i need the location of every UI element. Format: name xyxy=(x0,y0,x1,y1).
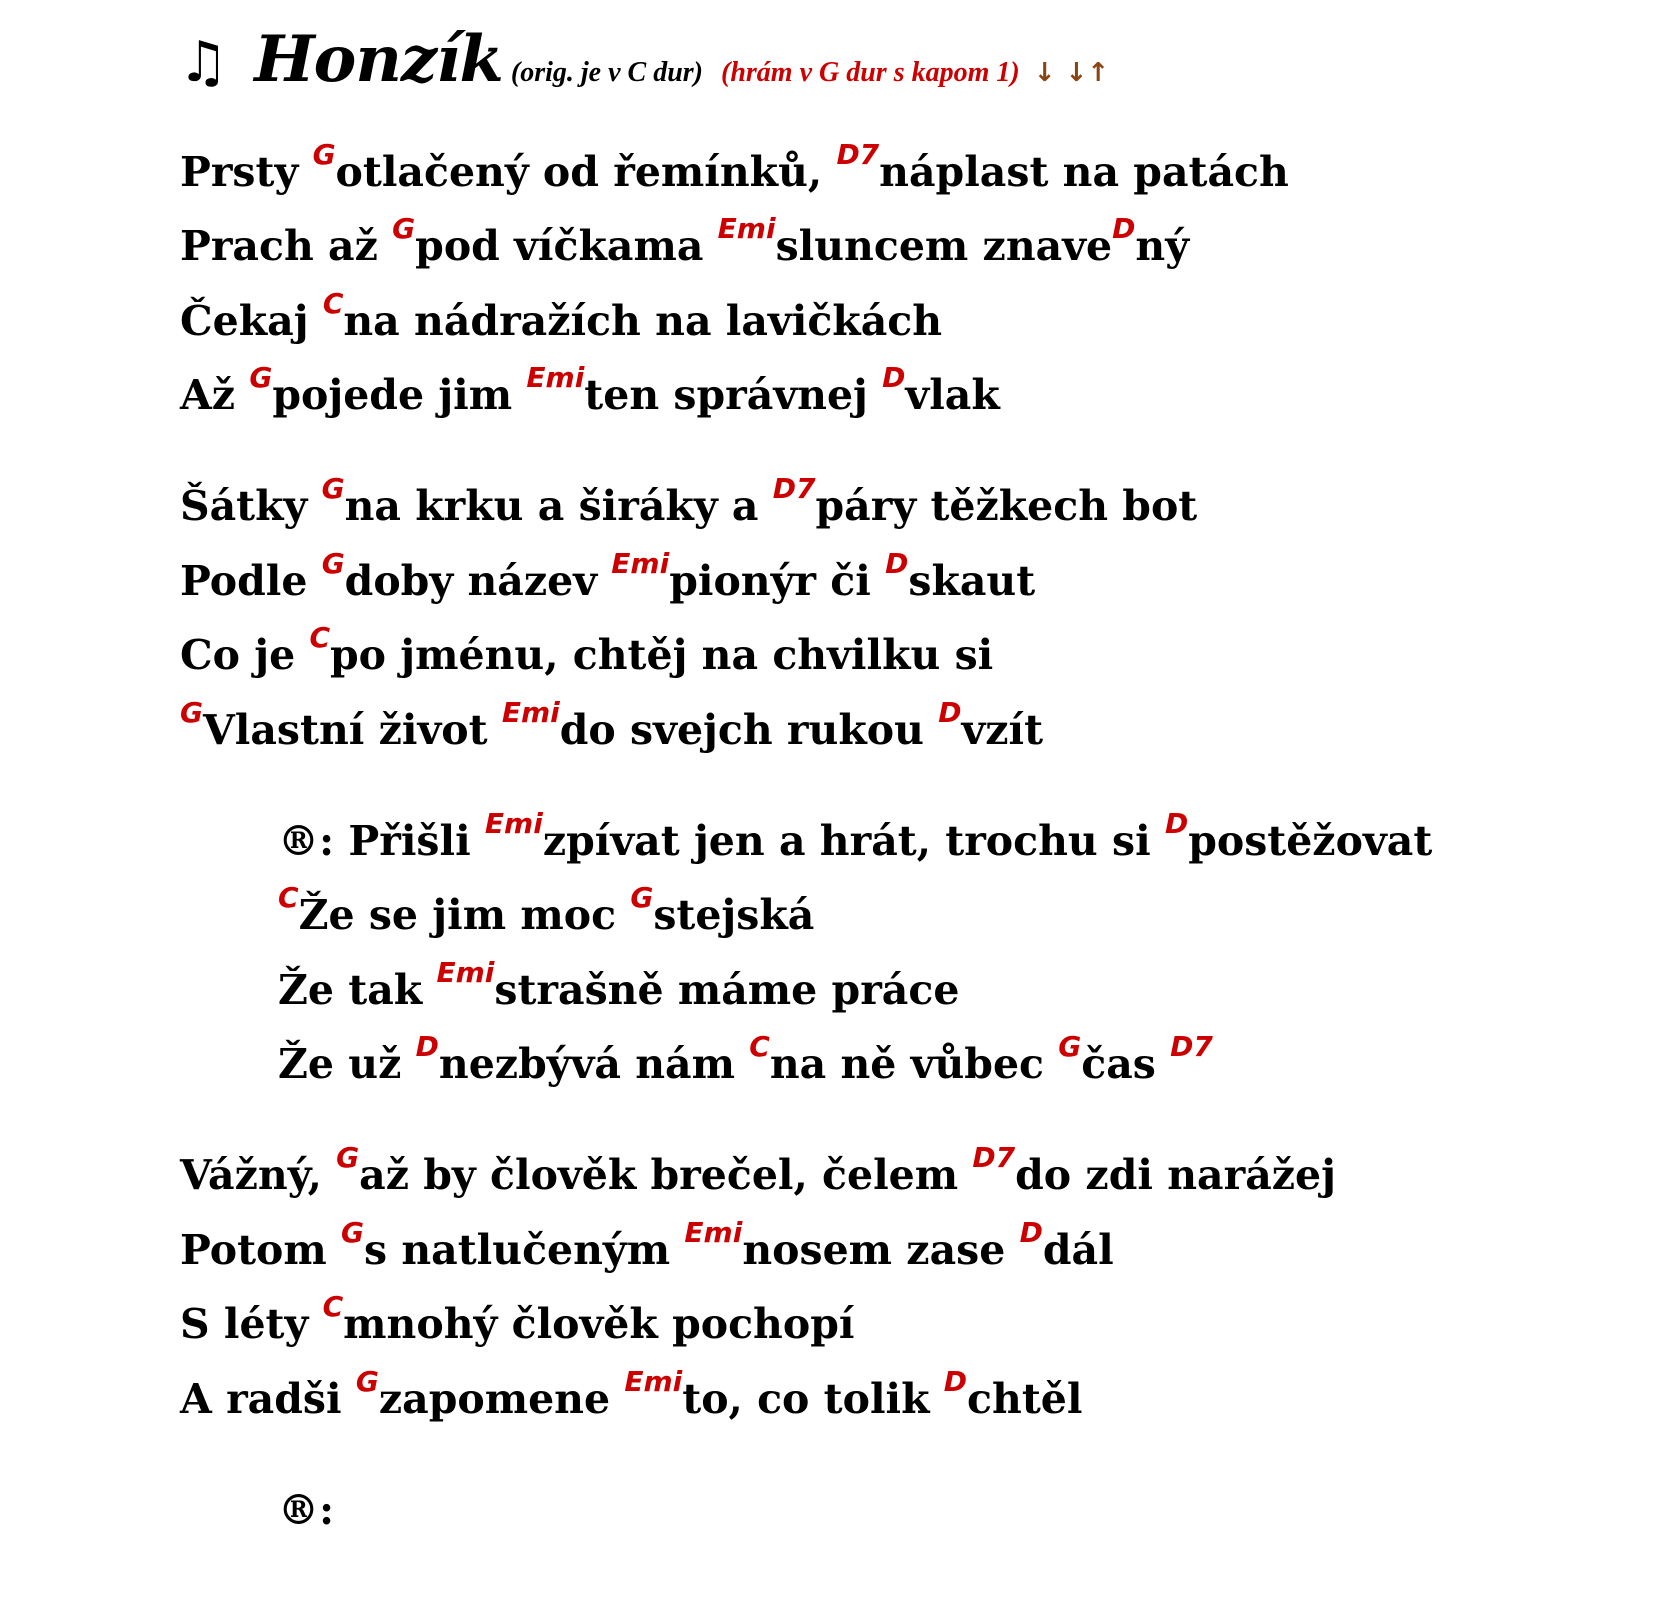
lyric-text: ®: Přišli xyxy=(278,817,485,865)
lyric-text: strašně máme práce xyxy=(494,966,960,1014)
song-title: Honzík xyxy=(254,22,503,97)
chord-label: Emi xyxy=(526,361,585,394)
lyric-text: zpívat jen a hrát, trochu si xyxy=(542,817,1165,865)
lyric-line xyxy=(180,1365,1083,1423)
lyric-text: Prach až xyxy=(180,222,393,270)
lyric-text: pod víčkama xyxy=(415,222,718,270)
lyric-text: na krku a širáky a xyxy=(344,482,773,530)
chord-label: G xyxy=(321,472,345,505)
lyric-text: pojede jim xyxy=(272,371,527,419)
chord-label: D xyxy=(1112,212,1136,245)
chord-label: G xyxy=(1058,1030,1082,1063)
chord-label: D xyxy=(415,1030,439,1063)
lyric-text: na ně vůbec xyxy=(769,1040,1059,1088)
lyric-text: skaut xyxy=(908,557,1036,605)
chord-label: D xyxy=(938,696,962,729)
lyric-text: na nádražích na lavičkách xyxy=(343,297,943,345)
chord-label: D7 xyxy=(772,472,816,505)
chord-label: D7 xyxy=(972,1141,1016,1174)
chord-label: G xyxy=(312,138,336,171)
lyric-text: Vlastní život xyxy=(202,706,502,754)
lyric-text: Šátky xyxy=(180,482,322,530)
transpose-toggle-icon[interactable]: ↓↑ xyxy=(1065,58,1110,88)
lyric-text: Prsty xyxy=(180,148,313,196)
lyric-text: až by člověk brečel, čelem xyxy=(359,1151,973,1199)
chord-label: G xyxy=(336,1141,360,1174)
lyric-line xyxy=(180,472,1198,530)
transpose-controls xyxy=(1034,58,1109,88)
lyric-text: náplast na patách xyxy=(879,148,1289,196)
chord-label: D7 xyxy=(836,138,880,171)
lyric-text: pionýr či xyxy=(669,557,886,605)
lyric-line xyxy=(180,1216,1114,1274)
lyric-text: to, co tolik xyxy=(682,1375,944,1423)
song-header xyxy=(178,22,1109,97)
lyric-text: Potom xyxy=(180,1226,342,1274)
chord-label: D xyxy=(882,361,906,394)
lyric-text: Podle xyxy=(180,557,322,605)
chorus-line xyxy=(278,881,815,939)
lyric-text: zapomene xyxy=(378,1375,625,1423)
lyric-text: Že tak xyxy=(278,966,437,1014)
chorus-line xyxy=(278,807,1433,865)
chord-label: Emi xyxy=(684,1216,743,1249)
lyric-text: do zdi narážej xyxy=(1015,1151,1336,1199)
lyric-text: chtěl xyxy=(967,1375,1083,1423)
played-key-note: (hrám v G dur s kapom 1) xyxy=(721,57,1020,88)
chord-label: C xyxy=(749,1030,770,1063)
lyric-line xyxy=(180,361,1000,419)
chord-label: D xyxy=(1019,1216,1043,1249)
lyric-text: sluncem znave xyxy=(775,222,1113,270)
original-key-note: (orig. je v C dur) xyxy=(510,57,703,88)
lyric-text: páry těžkech bot xyxy=(815,482,1198,530)
lyric-line xyxy=(180,696,1044,754)
lyric-line xyxy=(180,621,994,679)
lyric-text: Vážný, xyxy=(180,1151,337,1199)
chord-label: C xyxy=(322,287,344,320)
lyric-text: mnohý člověk pochopí xyxy=(343,1300,855,1348)
music-note-icon: ♫ xyxy=(178,30,229,95)
lyric-line xyxy=(180,1290,855,1348)
lyric-text: Že se jim moc xyxy=(298,891,631,939)
lyric-line xyxy=(180,287,943,345)
lyric-text: A radši xyxy=(180,1375,356,1423)
chord-label: Emi xyxy=(484,807,543,840)
transpose-down-icon[interactable]: ↓ xyxy=(1033,58,1056,88)
lyric-text: nezbývá nám xyxy=(438,1040,750,1088)
lyric-text: čas xyxy=(1081,1040,1171,1088)
chord-label: D xyxy=(885,547,909,580)
lyric-line xyxy=(180,212,1190,270)
lyric-text: Že už xyxy=(278,1040,416,1088)
chord-label: Emi xyxy=(624,1365,683,1398)
lyric-text: ný xyxy=(1135,222,1190,270)
chord-label: C xyxy=(309,621,331,654)
chord-label: D7 xyxy=(1170,1030,1213,1063)
chord-label: G xyxy=(355,1365,379,1398)
chord-label: G xyxy=(392,212,416,245)
lyric-text: Co je xyxy=(180,631,310,679)
lyric-text: otlačený od řemínků, xyxy=(335,148,837,196)
chorus-line xyxy=(278,956,960,1014)
chord-label: G xyxy=(341,1216,365,1249)
chord-label: G xyxy=(180,696,203,729)
lyric-text: vzít xyxy=(961,706,1044,754)
lyric-line xyxy=(180,547,1036,605)
chord-label: G xyxy=(630,881,654,914)
lyric-text: S léty xyxy=(180,1300,323,1348)
lyric-line xyxy=(180,138,1289,196)
lyric-text: po jménu, chtěj na chvilku si xyxy=(330,631,994,679)
chorus-reference: ®: xyxy=(278,1486,335,1534)
lyric-text: stejská xyxy=(653,891,815,939)
lyric-text: do svejch rukou xyxy=(559,706,939,754)
lyric-text: s natlučeným xyxy=(364,1226,685,1274)
lyric-text: vlak xyxy=(905,371,1000,419)
lyric-text: postěžovat xyxy=(1188,817,1433,865)
chord-label: G xyxy=(321,547,345,580)
lyric-text: doby název xyxy=(344,557,612,605)
lyric-line xyxy=(180,1141,1336,1199)
chord-label: Emi xyxy=(501,696,560,729)
chorus-line xyxy=(278,1030,1213,1088)
chord-label: D xyxy=(1164,807,1189,840)
lyric-text: ten správnej xyxy=(584,371,883,419)
lyric-text: dál xyxy=(1042,1226,1114,1274)
chord-label: Emi xyxy=(717,212,776,245)
lyric-text: Čekaj xyxy=(180,297,323,345)
chord-label: D xyxy=(943,1365,968,1398)
chord-label: C xyxy=(278,881,299,914)
chord-label: C xyxy=(322,1290,344,1323)
chord-label: Emi xyxy=(611,547,670,580)
lyric-text: Až xyxy=(180,371,250,419)
lyric-text: nosem zase xyxy=(742,1226,1020,1274)
chord-label: G xyxy=(249,361,273,394)
chord-label: Emi xyxy=(436,956,495,989)
